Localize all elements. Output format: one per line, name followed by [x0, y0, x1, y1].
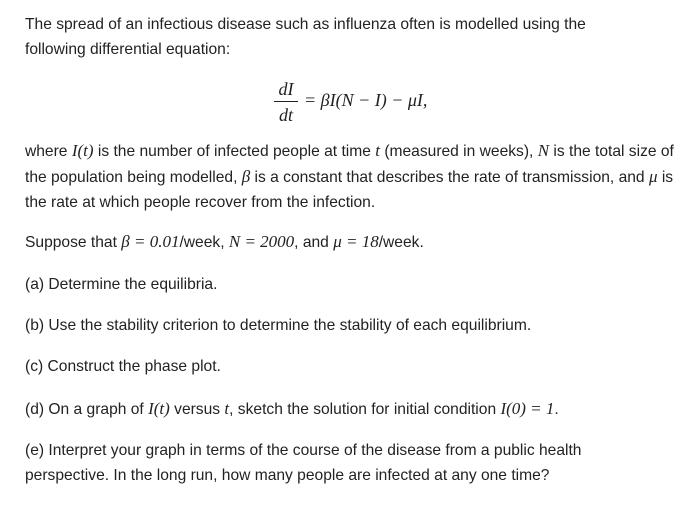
suppose-paragraph [25, 229, 685, 255]
suppose-beta: β = 0.01 [121, 232, 180, 251]
part-c: (c) Construct the phase plot. [25, 358, 221, 375]
suppose-text-1: Suppose that [25, 234, 122, 251]
def-text-3: (measured in weeks), [379, 143, 538, 160]
part-d-I-of-t: I(t) [148, 399, 170, 418]
fraction-numerator: dI [278, 79, 294, 99]
part-e: (e) Interpret your graph in terms of the course of the disease from a public health perspective. In the long run, how many people are infected at any one time? [25, 442, 582, 484]
def-N-var: N [537, 141, 550, 160]
differential-equation [0, 78, 700, 128]
equation-rhs: = βI(N − I) − μI, [304, 90, 428, 110]
part-d-t-var: t [224, 399, 230, 418]
suppose-N: N = 2000 [228, 232, 295, 251]
fraction-denominator: dt [278, 105, 293, 125]
def-text-6: is the rate at which people recover from the infection. [25, 169, 674, 211]
intro-line-1: The spread of an infectious disease such as influenza often is modelled using the [25, 16, 586, 33]
part-d-text-3: , sketch the solution for initial condition [229, 401, 501, 418]
suppose-text-4: /week. [378, 234, 424, 251]
suppose-text-3: , and [294, 234, 334, 251]
suppose-text-2: /week, [179, 234, 229, 251]
fraction-bar [274, 101, 298, 102]
def-text-2: is the number of infected people at time [93, 143, 376, 160]
def-text-1: where [25, 143, 72, 160]
derivative-fraction [274, 78, 298, 126]
def-I-of-t: I(t) [71, 141, 94, 160]
part-b: (b) Use the stability criterion to determine the stability of each equilibrium. [25, 317, 532, 334]
def-text-4: is the total size of the population being modelled, [25, 143, 674, 186]
part-d [25, 396, 685, 422]
suppose-mu: μ = 18 [333, 232, 379, 251]
def-mu-var: μ [648, 167, 658, 186]
def-t-var: t [375, 141, 380, 160]
def-beta-var: β [241, 167, 251, 186]
part-d-initial-condition: I(0) = 1 [500, 399, 555, 418]
part-a: (a) Determine the equilibria. [25, 276, 218, 293]
intro-paragraph [25, 12, 685, 62]
definitions-paragraph [25, 138, 685, 215]
part-d-text-4: . [554, 401, 559, 418]
intro-line-2: following differential equation: [25, 41, 231, 58]
part-d-text-1: (d) On a graph of [25, 401, 149, 418]
def-text-5: is a constant that describes the rate of transmission, and [250, 169, 649, 186]
part-d-text-2: versus [169, 401, 225, 418]
